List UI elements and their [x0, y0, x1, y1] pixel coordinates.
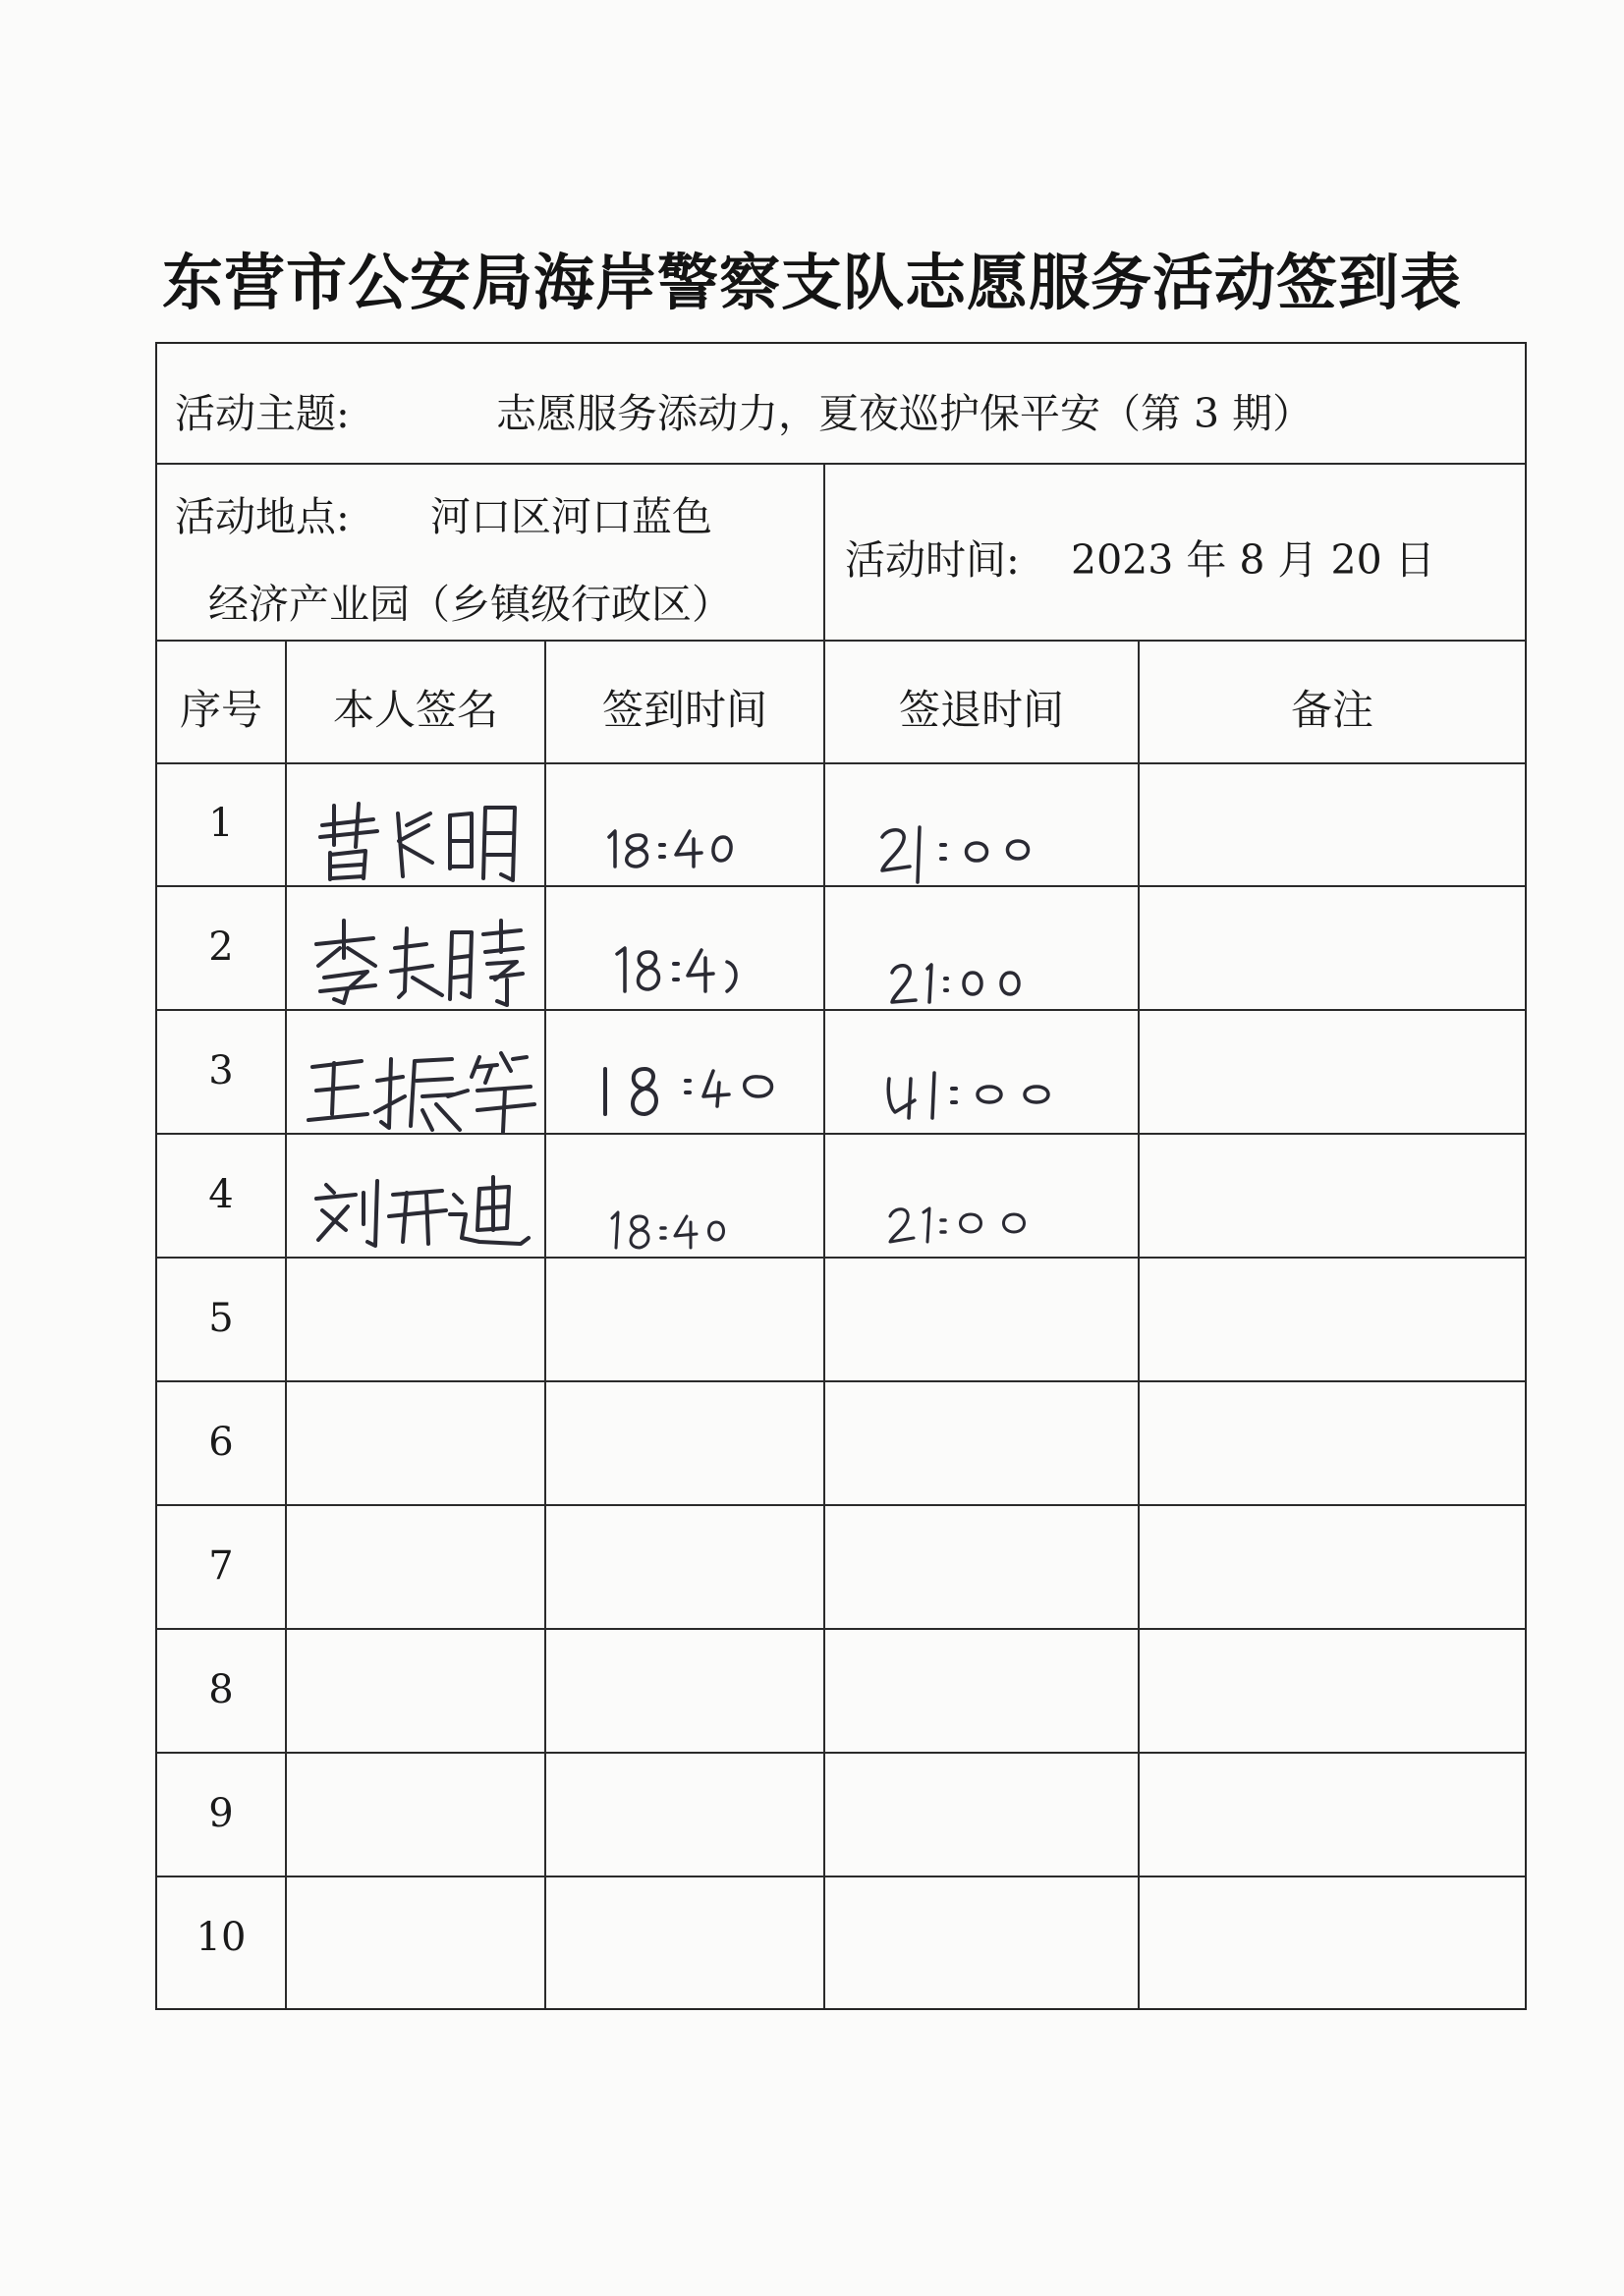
rule-row-6: [157, 1504, 1525, 1506]
row-number: 1: [208, 801, 234, 846]
col-header-sign-in: 签到时间: [601, 686, 767, 734]
rule-row-1: [157, 885, 1525, 887]
row-number: 9: [208, 1791, 234, 1836]
sign-out-time-row-4: [884, 1191, 1071, 1250]
rule-row-7: [157, 1628, 1525, 1630]
location-line1: 河口区河口蓝色: [430, 493, 712, 540]
rule-col-3: [823, 762, 825, 2008]
signature-row-1: [305, 786, 531, 884]
rule-info-bottom: [157, 640, 1525, 642]
rule-row-8: [157, 1752, 1525, 1754]
rule-row-2: [157, 1009, 1525, 1011]
row-number: 4: [208, 1172, 234, 1217]
col-header-no: 序号: [179, 686, 262, 734]
rule-header-bottom: [157, 762, 1525, 764]
sign-in-time-row-4: [604, 1197, 781, 1256]
rule-col-2: [544, 640, 546, 2008]
theme-label: 活动主题:: [175, 390, 350, 437]
sign-out-time-row-1: [874, 813, 1071, 892]
row-number: 6: [208, 1420, 234, 1465]
sign-in-time-row-3: [589, 1049, 806, 1128]
col-header-sign-out: 签退时间: [898, 686, 1064, 734]
sign-out-time-row-2: [884, 943, 1061, 1012]
theme-value: 志愿服务添动力，夏夜巡护保平安（第 3 期）: [496, 390, 1314, 437]
sign-in-time-row-1: [599, 815, 796, 874]
signature-row-2: [305, 909, 540, 1007]
row-number: 3: [208, 1048, 234, 1093]
location-line2: 经济产业园（乡镇级行政区）: [208, 581, 732, 628]
col-header-note: 备注: [1290, 686, 1373, 734]
rule-row-5: [157, 1380, 1525, 1382]
row-number: 10: [196, 1915, 247, 1960]
rule-theme-bottom: [157, 463, 1525, 465]
time-value: 2023 年 8 月 20 日: [1071, 536, 1435, 584]
col-header-signature: 本人签名: [332, 686, 498, 734]
location-label: 活动地点:: [175, 493, 350, 540]
row-number: 8: [208, 1667, 234, 1712]
time-label: 活动时间:: [845, 536, 1020, 584]
row-number: 2: [208, 924, 234, 970]
row-number: 5: [208, 1296, 234, 1341]
sign-in-time-row-2: [609, 936, 786, 1005]
rule-row-9: [157, 1876, 1525, 1877]
sign-out-time-row-3: [879, 1059, 1076, 1128]
rule-col-1: [285, 640, 287, 2008]
rule-col-4: [1138, 640, 1140, 2008]
signature-row-3: [305, 1032, 540, 1140]
row-number: 7: [208, 1543, 234, 1589]
page-title: 东营市公安局海岸警察支队志愿服务活动签到表: [161, 247, 1462, 318]
sign-in-table: [155, 342, 1527, 2010]
signature-row-4: [305, 1159, 531, 1258]
